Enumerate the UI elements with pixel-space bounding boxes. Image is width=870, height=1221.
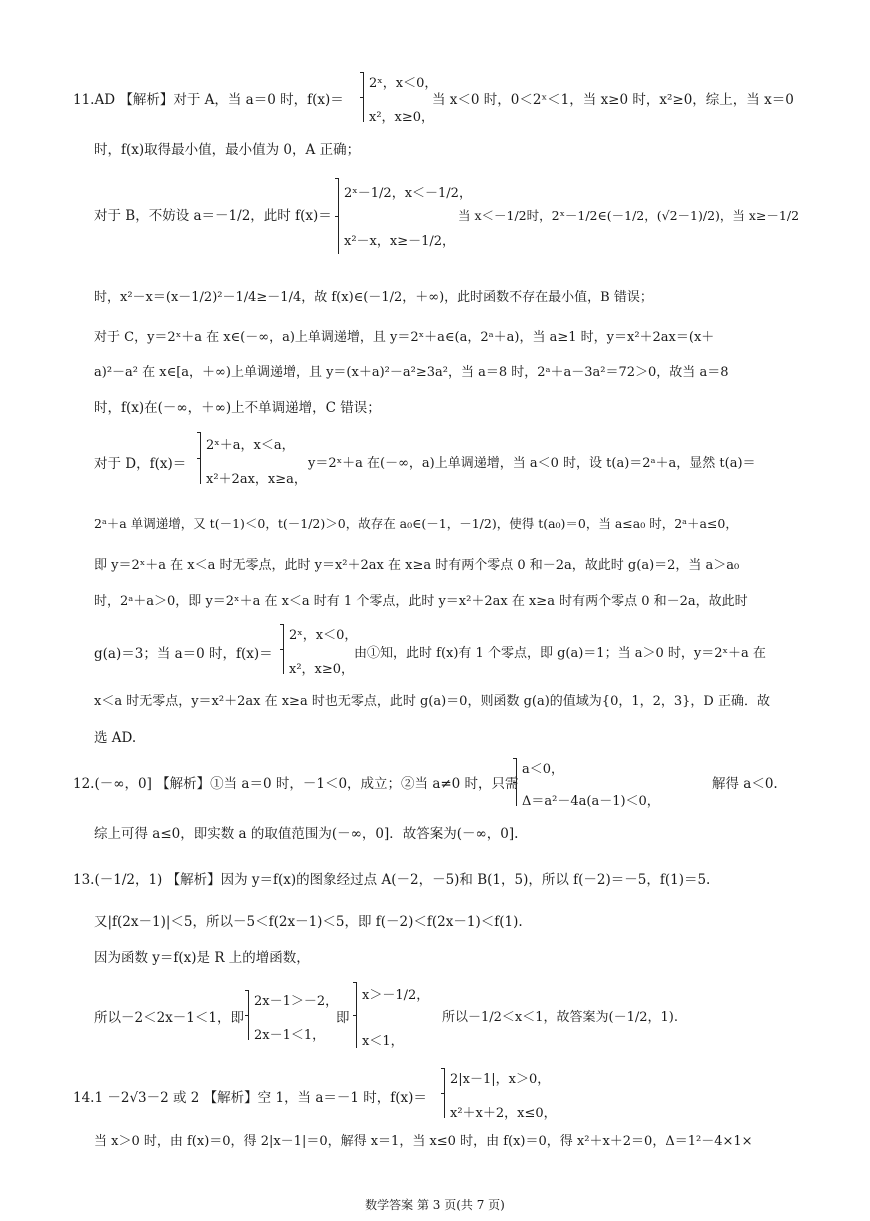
q14-line2: 当 x＞0 时，由 f(x)＝0，得 2|x－1|＝0，解得 x＝1，当 x≤0 时，由 f(x)＝0，得 x²＋x＋2＝0，Δ＝1²－4×1× [94,1134,753,1149]
case-line: 2x－1＜1， [254,1028,326,1043]
case-line: 2x－1＞－2， [254,994,339,1009]
case-line: 2ˣ，x＜0， [369,76,438,91]
q11-d6: x＜a 时无零点，y＝x²＋2ax 在 x≥a 时也无零点，此时 g(a)＝0，则函数 g(a)的值域为{0，1，2，3}，D 正确．故 [94,694,770,709]
q11-c3: 时，f(x)在(－∞，＋∞)上不单调递增，C 错误； [94,400,381,416]
q11-line1b: 当 x＜0 时，0＜2ˣ＜1，当 x≥0 时，x²≥0，综上，当 x＝0 [432,92,794,108]
case-line: a＜0， [522,762,565,777]
q11-b1: 对于 B，不妨设 a＝－1/2，此时 f(x)＝ [94,208,332,224]
q11-d1b: y＝2ˣ＋a 在(－∞，a)上单调递增，当 a＜0 时，设 t(a)＝2ᵃ＋a，显然 t(a)＝ [308,456,756,471]
brace [516,758,517,806]
case-line: x²＋x＋2，x≤0， [450,1106,557,1121]
case-line: x²－x，x≥－1/2， [344,234,456,249]
brace [444,1068,445,1118]
case-line: Δ＝a²－4a(a－1)＜0， [522,794,660,809]
case-line: 2ˣ－1/2，x＜－1/2， [344,186,472,201]
q11-d1a: 对于 D，f(x)＝ [94,456,187,472]
brace [283,624,284,674]
case-line: 2ˣ＋a，x＜a， [206,438,295,453]
q14-line1a: 14.1 －2√3－2 或 2 【解析】空 1，当 a＝－1 时，f(x)＝ [73,1090,427,1106]
brace [363,72,364,122]
q11-d5b: 由①知，此时 f(x)有 1 个零点，即 g(a)＝1；当 a＞0 时，y＝2ˣ＋a 在 [354,646,766,661]
q11-c1: 对于 C，y＝2ˣ＋a 在 x∈(－∞，a)上单调递增，且 y＝2ˣ＋a∈(a，2ᵃ＋a)，当 a≥1 时，y＝x²＋2ax＝(x＋ [94,330,715,345]
q13-line1: 13.(－1/2，1) 【解析】因为 y＝f(x)的图象经过点 A(－2，－5)和 B(1，5)，所以 f(－2)＝－5，f(1)＝5. [73,872,711,888]
case-line: x²＋2ax，x≥a， [206,472,307,487]
q12-line2: 综上可得 a≤0，即实数 a 的取值范围为(－∞，0]．故答案为(－∞，0]. [94,826,519,842]
q13-line3: 因为函数 y＝f(x)是 R 上的增函数， [94,950,310,966]
brace [200,432,201,484]
q13-line4a: 所以－2＜2x－1＜1，即 [94,1010,244,1026]
brace [338,178,339,254]
q11-d5a: g(a)＝3；当 a＝0 时，f(x)＝ [94,646,273,662]
case-line: 2ˣ，x＜0， [289,628,358,643]
q11-b2: 当 x＜－1/2时，2ˣ－1/2∈(－1/2，(√2－1)/2)，当 x≥－1/2 [458,208,800,223]
brace [248,990,249,1040]
q11-line2: 时，f(x)取得最小值，最小值为 0，A 正确； [94,142,361,158]
case-line: x＞－1/2， [362,988,430,1003]
case-line: x²，x≥0， [369,110,435,125]
q11-c2: a)²－a² 在 x∈[a，＋∞)上单调递增，且 y＝(x＋a)²－a²≥3a²，当 a＝8 时，2ᵃ＋a－3a²＝72＞0，故当 a＝8 [94,365,729,380]
q11-d2: 2ᵃ＋a 单调递增，又 t(－1)＜0，t(－1/2)＞0，故存在 a₀∈(－1，－1/2)，使得 t(a₀)＝0，当 a≤a₀ 时，2ᵃ＋a≤0， [94,516,738,531]
q12-line1b: 解得 a＜0. [712,776,778,792]
q13-line4c: 所以－1/2＜x＜1，故答案为(－1/2，1). [442,1010,678,1025]
q11-d4: 时，2ᵃ＋a＞0，即 y＝2ˣ＋a 在 x＜a 时有 1 个零点，此时 y＝x²＋2ax 在 x≥a 时有两个零点 0 和－2a，故此时 [94,594,748,609]
q11-b3: 时，x²－x＝(x－1/2)²－1/4≥－1/4，故 f(x)∈(－1/2，＋∞)，此时函数不存在最小值，B 错误； [94,290,653,305]
q12-line1a: 12.(－∞，0] 【解析】①当 a＝0 时，－1＜0，成立；②当 a≠0 时，只需 [73,776,519,792]
q13-line2: 又|f(2x－1)|＜5，所以－5＜f(2x－1)＜5，即 f(－2)＜f(2x－1)＜f(1). [94,914,523,930]
case-line: 2|x－1|，x＞0， [450,1072,551,1087]
q11-line1a: 11.AD 【解析】对于 A，当 a＝0 时，f(x)＝ [73,92,344,108]
q13-line4b: 即 [336,1010,350,1026]
q11-d3: 即 y＝2ˣ＋a 在 x＜a 时无零点，此时 y＝x²＋2ax 在 x≥a 时有两个零点 0 和－2a，故此时 g(a)＝2，当 a＞a₀ [94,558,740,573]
case-line: x＜1， [362,1034,404,1049]
case-line: x²，x≥0， [289,662,355,677]
q11-d7: 选 AD. [94,730,137,746]
brace [356,982,357,1048]
page-footer: 数学答案 第 3 页(共 7 页) [365,1198,505,1212]
